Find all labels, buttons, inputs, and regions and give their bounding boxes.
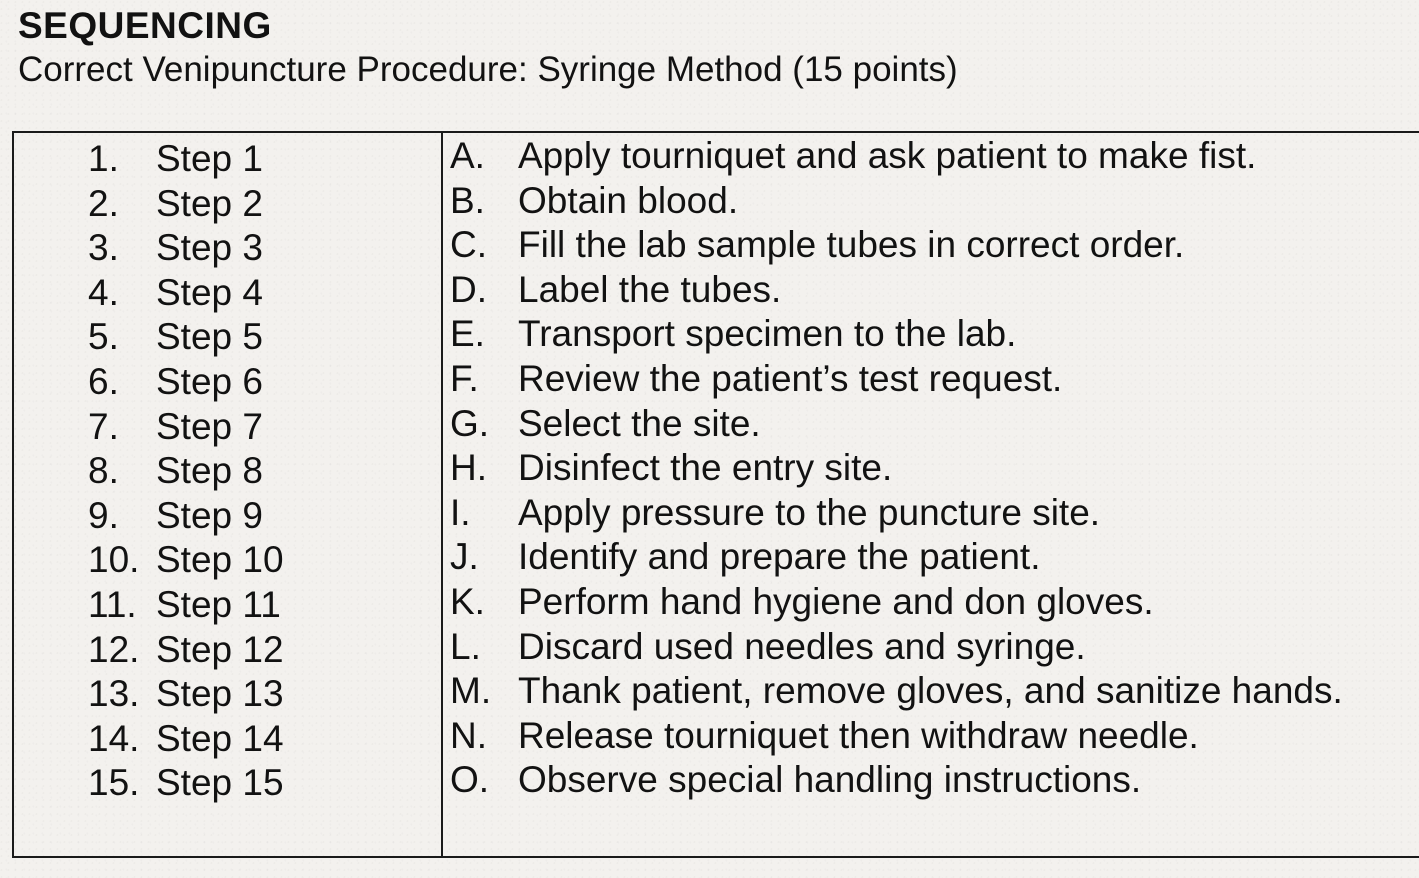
action-row <box>450 402 1343 447</box>
action-letter: N. <box>450 714 487 756</box>
action-text: Obtain blood. <box>518 179 739 221</box>
action-row <box>450 535 1343 580</box>
action-text: Disinfect the entry site. <box>518 447 893 489</box>
step-row <box>88 405 284 450</box>
step-number: 9. <box>88 494 119 536</box>
page-title: SEQUENCING <box>18 5 272 46</box>
action-letter: C. <box>450 224 487 266</box>
action-text: Label the tubes. <box>518 268 782 310</box>
action-letter: A. <box>450 135 485 176</box>
step-row <box>88 360 284 405</box>
action-row <box>450 357 1343 402</box>
action-letter: J. <box>450 536 479 578</box>
step-number: 2. <box>88 182 119 224</box>
step-label: Step 1 <box>156 138 263 179</box>
step-row <box>88 315 284 360</box>
action-text: Review the patient’s test request. <box>518 357 1063 399</box>
action-text: Release tourniquet then withdraw needle. <box>518 714 1199 756</box>
step-label: Step 2 <box>156 182 263 224</box>
action-row <box>450 179 1343 224</box>
step-number: 10. <box>88 539 140 581</box>
step-row <box>88 538 284 583</box>
step-row <box>88 583 284 628</box>
action-row <box>450 312 1343 357</box>
page-subtitle: Correct Venipuncture Procedure: Syringe Method (15 points) <box>18 50 958 89</box>
step-row <box>88 137 284 182</box>
step-number: 12. <box>88 628 140 670</box>
step-label: Step 9 <box>156 494 263 536</box>
step-number: 8. <box>88 450 119 492</box>
step-label: Step 5 <box>156 316 263 358</box>
step-row <box>88 717 284 762</box>
action-text: Thank patient, remove gloves, and sanitize hands. <box>518 670 1343 712</box>
action-row <box>450 491 1343 536</box>
action-text: Apply tourniquet and ask patient to make fist. <box>518 135 1257 176</box>
action-letter: H. <box>450 447 487 489</box>
action-letter: E. <box>450 313 485 355</box>
step-row <box>88 271 284 316</box>
action-row <box>450 223 1343 268</box>
action-text: Select the site. <box>518 402 761 444</box>
column-divider <box>441 131 443 858</box>
step-label: Step 6 <box>156 360 263 402</box>
action-letter: B. <box>450 179 485 221</box>
action-text: Transport specimen to the lab. <box>518 313 1017 355</box>
action-text: Perform hand hygiene and don gloves. <box>518 580 1154 622</box>
step-label: Step 14 <box>156 717 284 759</box>
step-row <box>88 182 284 227</box>
step-number: 7. <box>88 405 119 447</box>
action-text: Discard used needles and syringe. <box>518 625 1086 667</box>
actions-column <box>450 134 1343 803</box>
step-number: 3. <box>88 227 119 269</box>
step-number: 4. <box>88 271 119 313</box>
step-row <box>88 672 284 717</box>
action-letter: K. <box>450 580 485 622</box>
step-number: 14. <box>88 717 140 759</box>
step-label: Step 13 <box>156 673 284 715</box>
step-label: Step 8 <box>156 450 263 492</box>
step-row <box>88 494 284 539</box>
step-number: 11. <box>88 583 137 625</box>
step-label: Step 4 <box>156 271 263 313</box>
step-number: 6. <box>88 360 119 402</box>
action-text: Apply pressure to the puncture site. <box>518 491 1101 533</box>
step-row <box>88 449 284 494</box>
step-label: Step 11 <box>156 583 281 625</box>
action-row <box>450 580 1343 625</box>
step-row <box>88 761 284 806</box>
action-row <box>450 446 1343 491</box>
action-letter: L. <box>450 625 481 667</box>
step-label: Step 12 <box>156 628 284 670</box>
steps-column <box>88 137 284 806</box>
action-row <box>450 714 1343 759</box>
action-letter: G. <box>450 402 490 444</box>
step-label: Step 7 <box>156 405 263 447</box>
action-row <box>450 134 1343 179</box>
step-number: 15. <box>88 762 140 804</box>
action-row <box>450 758 1343 803</box>
step-label: Step 15 <box>156 762 284 804</box>
action-letter: M. <box>450 670 492 712</box>
step-number: 13. <box>88 673 140 715</box>
action-letter: D. <box>450 268 487 310</box>
action-text: Fill the lab sample tubes in correct order. <box>518 224 1185 266</box>
step-number: 5. <box>88 316 119 358</box>
action-letter: I. <box>450 491 471 533</box>
action-letter: O. <box>450 759 490 801</box>
action-row <box>450 625 1343 670</box>
action-row <box>450 268 1343 313</box>
step-row <box>88 226 284 271</box>
action-letter: F. <box>450 357 479 399</box>
step-row <box>88 628 284 673</box>
step-label: Step 3 <box>156 227 263 269</box>
action-text: Observe special handling instructions. <box>518 759 1142 801</box>
action-row <box>450 669 1343 714</box>
action-text: Identify and prepare the patient. <box>518 536 1041 578</box>
step-label: Step 10 <box>156 539 284 581</box>
step-number: 1. <box>88 138 119 179</box>
